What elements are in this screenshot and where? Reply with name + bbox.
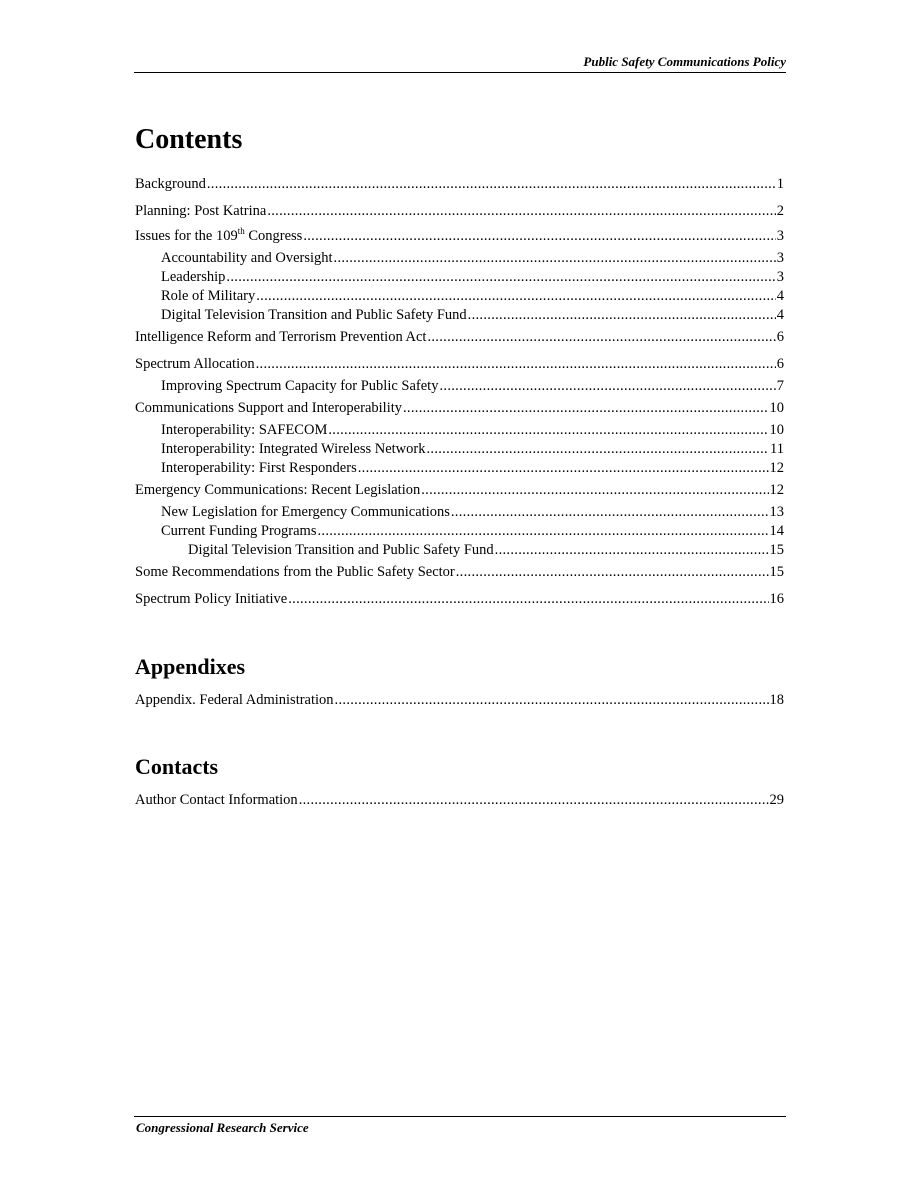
toc-entry-label-text: Congress [244, 228, 303, 244]
toc-page-number: 12 [769, 482, 784, 498]
toc-entry[interactable] [135, 228, 784, 247]
toc-leader-dots [207, 176, 776, 193]
toc-entry[interactable] [135, 269, 784, 288]
toc-page-number: 11 [770, 441, 784, 457]
toc-entry-label: Digital Television Transition and Public Safety Fund [161, 307, 467, 323]
toc-leader-dots [267, 203, 775, 220]
toc-entry[interactable] [135, 378, 784, 397]
toc-entry[interactable] [135, 482, 784, 501]
toc-page-number: 10 [769, 400, 784, 416]
toc-entry[interactable] [135, 523, 784, 542]
toc-page-number: 12 [769, 460, 784, 476]
toc-page-number: 15 [769, 542, 784, 558]
toc-leader-dots [421, 482, 768, 499]
toc-leader-dots [426, 441, 769, 458]
toc-leader-dots [299, 792, 769, 809]
contacts-toc [135, 792, 784, 812]
toc-entry-label: Spectrum Policy Initiative [135, 591, 288, 607]
toc-page-number: 10 [769, 422, 784, 438]
toc-entry-label: New Legislation for Emergency Communications [161, 504, 450, 520]
toc-entry-label: Communications Support and Interoperability [135, 400, 402, 416]
toc-leader-dots [303, 228, 775, 245]
toc-entry[interactable] [135, 400, 784, 419]
toc-entry[interactable] [135, 504, 784, 523]
toc-entry[interactable] [135, 250, 784, 269]
toc-leader-dots [403, 400, 769, 417]
toc-page-number: 7 [776, 378, 784, 394]
toc-entry[interactable] [135, 441, 784, 460]
toc-entry-label [135, 228, 302, 245]
toc-entry-label: Interoperability: Integrated Wireless Network [161, 441, 426, 457]
toc-entry-label: Role of Military [161, 288, 256, 304]
toc-entry-label: Interoperability: SAFECOM [161, 422, 328, 438]
contents-toc [135, 176, 784, 616]
toc-leader-dots [358, 460, 769, 477]
toc-leader-dots [288, 591, 768, 608]
toc-leader-dots [427, 329, 775, 346]
ordinal-superscript: th [237, 226, 245, 237]
toc-entry-label: Planning: Post Katrina [135, 203, 267, 219]
running-footer: Congressional Research Service [136, 1120, 309, 1135]
contacts-title: Contacts [135, 754, 219, 779]
toc-entry-label: Interoperability: First Responders [161, 460, 357, 476]
toc-leader-dots [495, 542, 769, 559]
contents-title: Contents [135, 124, 243, 155]
toc-entry-label: Intelligence Reform and Terrorism Prevention Act [135, 329, 427, 345]
toc-entry-label: Improving Spectrum Capacity for Public Safety [161, 378, 439, 394]
toc-entry[interactable] [135, 460, 784, 479]
toc-leader-dots [317, 523, 768, 540]
appendixes-title: Appendixes [135, 654, 246, 679]
toc-entry-label: Background [135, 176, 206, 192]
toc-page-number: 3 [776, 250, 784, 266]
toc-page-number: 3 [776, 228, 784, 244]
toc-leader-dots [334, 250, 776, 267]
toc-leader-dots [439, 378, 775, 395]
toc-page-number: 6 [776, 329, 784, 345]
appendixes-toc [135, 692, 784, 712]
toc-entry-label: Some Recommendations from the Public Safety Sector [135, 564, 455, 580]
toc-page-number: 16 [769, 591, 784, 607]
toc-entry-label: Author Contact Information [135, 792, 298, 808]
toc-entry[interactable] [135, 542, 784, 561]
footer-rule [134, 1116, 786, 1117]
toc-leader-dots [451, 504, 769, 521]
toc-leader-dots [335, 692, 769, 709]
toc-entry[interactable] [135, 307, 784, 326]
toc-entry[interactable] [135, 288, 784, 307]
toc-entry-label: Accountability and Oversight [161, 250, 333, 266]
toc-page-number: 4 [776, 307, 784, 323]
toc-entry[interactable] [135, 203, 784, 222]
toc-entry-label: Appendix. Federal Administration [135, 692, 334, 708]
toc-page-number: 15 [769, 564, 784, 580]
toc-entry[interactable] [135, 792, 784, 811]
header-rule [134, 72, 786, 73]
toc-entry[interactable] [135, 591, 784, 610]
toc-page-number: 2 [776, 203, 784, 219]
toc-entry[interactable] [135, 564, 784, 583]
toc-entry-label-text: Issues for the 109 [135, 228, 238, 244]
toc-entry-label: Current Funding Programs [161, 523, 317, 539]
toc-leader-dots [256, 356, 776, 373]
toc-page-number: 3 [776, 269, 784, 285]
toc-entry-label: Leadership [161, 269, 226, 285]
toc-entry[interactable] [135, 176, 784, 195]
toc-leader-dots [456, 564, 769, 581]
toc-entry[interactable] [135, 692, 784, 711]
toc-leader-dots [256, 288, 776, 305]
toc-entry[interactable] [135, 356, 784, 375]
toc-leader-dots [468, 307, 776, 324]
toc-leader-dots [226, 269, 775, 286]
running-header: Public Safety Communications Policy [583, 54, 786, 69]
toc-page-number: 29 [769, 792, 784, 808]
toc-leader-dots [328, 422, 768, 439]
toc-entry-label: Digital Television Transition and Public Safety Fund [188, 542, 494, 558]
toc-entry-label: Spectrum Allocation [135, 356, 255, 372]
toc-page-number: 4 [776, 288, 784, 304]
toc-entry[interactable] [135, 422, 784, 441]
toc-entry-label: Emergency Communications: Recent Legislation [135, 482, 421, 498]
toc-page-number: 14 [769, 523, 784, 539]
toc-page-number: 6 [776, 356, 784, 372]
toc-page-number: 13 [769, 504, 784, 520]
toc-entry[interactable] [135, 329, 784, 348]
toc-page-number: 1 [776, 176, 784, 192]
toc-page-number: 18 [769, 692, 784, 708]
